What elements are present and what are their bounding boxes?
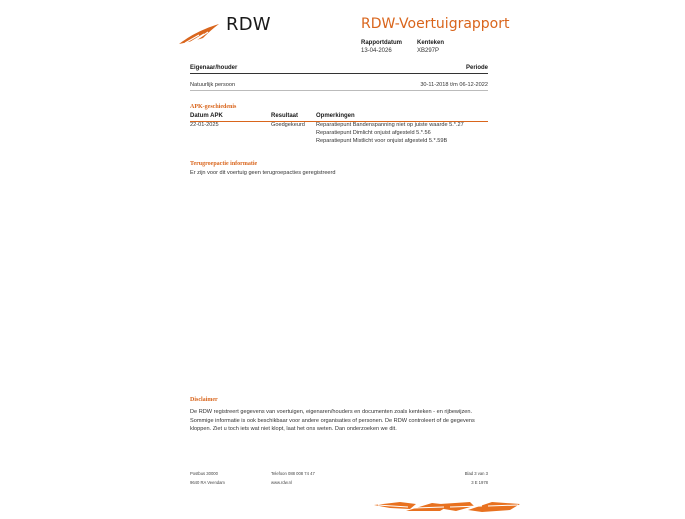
rdw-logo-icon [177, 22, 221, 46]
brand-name: RDW [226, 14, 271, 35]
owner-header-rule [190, 73, 488, 74]
footer-city: 9640 RA Veendam [190, 480, 225, 485]
owner-column-header: Eigenaar/houder [190, 65, 238, 71]
apk-date: 22-01-2025 [190, 122, 219, 128]
footer-postbus: Postbus 30000 [190, 471, 218, 476]
footer-website-link[interactable]: www.rdw.nl [271, 480, 292, 485]
disclaimer-line: Sommige informatie is ook beschikbaar voor andere organisaties of personen. De RDW controleert of de gegevens [190, 417, 475, 424]
owner-period: 30-11-2018 t/m 06-12-2022 [420, 82, 488, 88]
recall-section-title: Terugroepactie informatie [190, 161, 258, 167]
rapportdatum-label: Rapportdatum [361, 40, 402, 46]
disclaimer-line: De RDW registreert gegevens van voertuigen, eigenaren/houders en documenten zoals kenteken - en rijbewijzen. [190, 409, 473, 415]
decorative-stripes-icon [370, 499, 526, 514]
report-title: RDW-Voertuigrapport [361, 16, 510, 32]
footer-phone: Telefoon 088 008 74 47 [271, 471, 315, 476]
apk-result: Goedgekeurd [271, 122, 305, 128]
period-column-header: Periode [465, 65, 488, 71]
owner-row-rule [190, 90, 488, 91]
footer-code: 3 E 1978 [471, 480, 488, 485]
apk-result-header: Resultaat [271, 113, 299, 119]
disclaimer-line: kloppen. Ziet u toch iets wat niet klopt, laat het ons weten. Dan onderzoeken we dit. [190, 426, 397, 432]
apk-date-header: Datum APK [190, 113, 223, 119]
kenteken-value: XB297P [417, 48, 440, 54]
apk-section-title: APK-geschiedenis [190, 104, 237, 110]
kenteken-label: Kenteken [417, 40, 445, 46]
owner-type: Natuurlijk persoon [190, 82, 236, 88]
rapportdatum-value: 13-04-2026 [361, 48, 392, 54]
apk-remark: Reparatiepunt Dimlicht onjuist afgesteld 5.*.56 [316, 130, 431, 136]
recall-text: Er zijn voor dit voertuig geen terugroepacties geregistreerd [190, 170, 336, 176]
apk-remark: Reparatiepunt Bandenspanning niet op juiste waarde 5.*.27 [316, 122, 464, 128]
disclaimer-title: Disclaimer [190, 397, 218, 403]
footer-page-number: Blad 3 van 3 [464, 471, 488, 476]
apk-remarks-header: Opmerkingen [316, 113, 355, 119]
apk-remark: Reparatiepunt Mistlicht voor onjuist afgesteld 5.*.59B [316, 138, 448, 144]
disclaimer-text [190, 408, 490, 434]
